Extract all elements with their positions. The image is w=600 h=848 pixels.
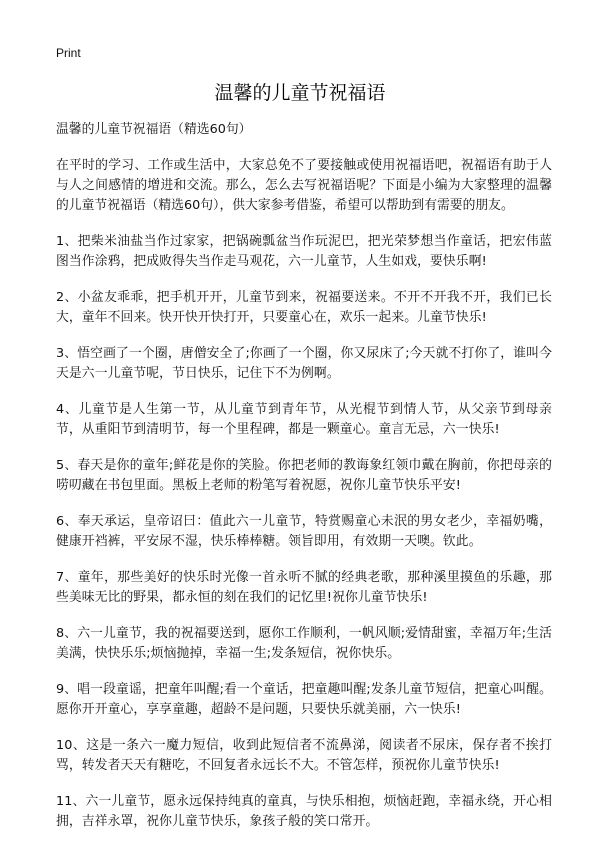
article-intro: 在平时的学习、工作或生活中，大家总免不了要接触或使用祝福语吧，祝福语有助于人与人之间感情的增进和交流。那么，怎么去写祝福语呢？下面是小编为大家整理的温馨的儿童节祝福语（精选60句），供大家参考借鉴，希望可以帮助到有需要的朋友。: [56, 158, 552, 213]
page-title: 温馨的儿童节祝福语: [214, 82, 386, 104]
print-link[interactable]: Print: [56, 46, 81, 60]
blessing-paragraph: 3、悟空画了一个圈，唐僧安全了;你画了一个圈，你又尿床了;今天就不打你了，谁叫今天是六一儿童节呢，节日快乐，记住下不为例啊。: [56, 346, 552, 381]
blessing-paragraph: 9、唱一段童谣，把童年叫醒;看一个童话，把童趣叫醒;发条儿童节短信，把童心叫醒。愿你开开童心，享享童趣，超龄不是问题，只要快乐就美丽，六一快乐!: [56, 682, 552, 717]
blessing-paragraph: 4、儿童节是人生第一节，从儿童节到青年节，从光棍节到情人节，从父亲节到母亲节，从重阳节到清明节，每一个里程碑，都是一颗童心。童言无忌，六一快乐!: [56, 402, 552, 437]
blessing-paragraph: 2、小盆友乖乖，把手机开开，儿童节到来，祝福要送来。不开不开我不开，我们已长大，童年不回来。快开快开快打开，只要童心在，欢乐一起来。儿童节快乐!: [56, 290, 552, 325]
blessing-paragraph: 11、六一儿童节，愿永远保持纯真的童真，与快乐相抱，烦恼赶跑，幸福永绕，开心相拥，吉祥永罩，祝你儿童节快乐，象孩子般的笑口常开。: [56, 794, 552, 829]
article-body: [56, 120, 552, 848]
blessing-paragraph: 6、奉天承运，皇帝诏曰：值此六一儿童节，特赏赐童心未泯的男女老少，幸福奶嘴，健康开裆裤，平安尿不湿，快乐棒棒糖。领旨即用，有效期一天噢。钦此。: [56, 514, 552, 549]
blessing-paragraph: 10、这是一条六一魔力短信，收到此短信者不流鼻涕，阅读者不尿床，保存者不挨打骂，转发者天天有糖吃，不回复者永远长不大。不管怎样，预祝你儿童节快乐!: [56, 738, 552, 773]
article-subtitle: 温馨的儿童节祝福语（精选60句）: [56, 122, 252, 137]
blessing-paragraph: 8、六一儿童节，我的祝福要送到，愿你工作顺利，一帆风顺;爱情甜蜜，幸福万年;生活美满，快快乐乐;烦恼抛掉，幸福一生;发条短信，祝你快乐。: [56, 626, 552, 661]
blessing-paragraph: 1、把柴米油盐当作过家家，把锅碗瓢盆当作玩泥巴，把光荣梦想当作童话，把宏伟蓝图当作涂鸦，把成败得失当作走马观花，六一儿童节，人生如戏，要快乐啊!: [56, 234, 552, 269]
blessing-paragraph: 5、春天是你的童年;鲜花是你的笑脸。你把老师的教诲象红领巾戴在胸前，你把母亲的唠叨藏在书包里面。黑板上老师的粉笔写着祝愿，祝你儿童节快乐平安!: [56, 458, 552, 493]
blessing-paragraph: 7、童年，那些美好的快乐时光像一首永听不腻的经典老歌，那种溪里摸鱼的乐趣，那些美味无比的野果，都永恒的刻在我们的记忆里!祝你儿童节快乐!: [56, 570, 552, 605]
